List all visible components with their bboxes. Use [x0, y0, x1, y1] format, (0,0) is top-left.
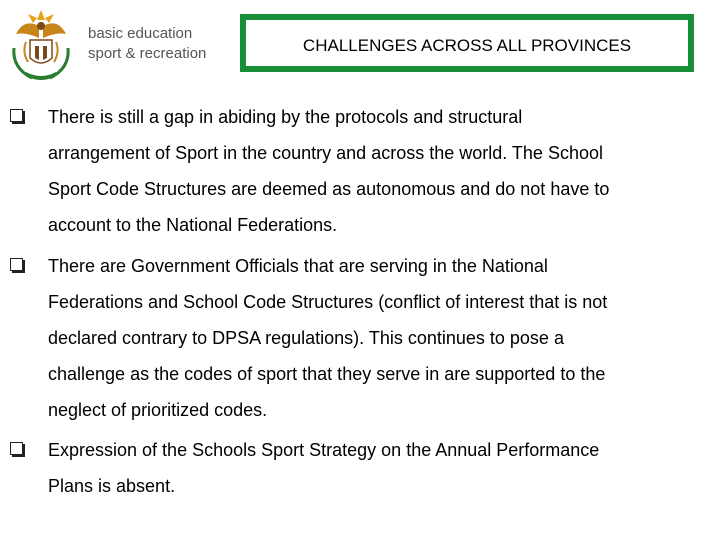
- checkbox-bullet-icon: [10, 258, 23, 271]
- bullet-2-line-5: neglect of prioritized codes.: [48, 400, 268, 420]
- title-banner: [240, 14, 694, 72]
- bullet-1-line-3: Sport Code Structures are deemed as autonomous and do not have to: [48, 179, 610, 199]
- bullet-3-line-1: Expression of the Schools Sport Strategy on the Annual Performance: [48, 440, 600, 460]
- bullet-1-line-1: There is still a gap in abiding by the protocols and structural: [48, 107, 523, 127]
- department-name-line2: sport & recreation: [88, 45, 207, 62]
- title-banner-inner: [246, 20, 688, 66]
- bullet-3-line-2: Plans is absent.: [48, 476, 176, 496]
- bullet-2-line-3: declared contrary to DPSA regulations). This continues to pose a: [48, 328, 564, 348]
- bullet-2-line-1: There are Government Officials that are serving in the National: [48, 256, 548, 276]
- checkbox-bullet-icon: [10, 109, 23, 122]
- bullet-1-line-2: arrangement of Sport in the country and across the world. The School: [48, 143, 603, 163]
- bullet-2-line-2: Federations and School Code Structures (conflict of interest that is not: [48, 292, 608, 312]
- checkbox-bullet-icon: [10, 442, 23, 455]
- slide-title: CHALLENGES ACROSS ALL PROVINCES: [302, 36, 632, 55]
- bullet-2-line-4: challenge as the codes of sport that they serve in are supported to the: [48, 364, 606, 384]
- department-logo: [6, 4, 221, 84]
- bullet-1-line-4: account to the National Federations.: [48, 215, 338, 235]
- department-name-line1: basic education: [88, 25, 193, 42]
- coat-of-arms-icon: [6, 4, 76, 84]
